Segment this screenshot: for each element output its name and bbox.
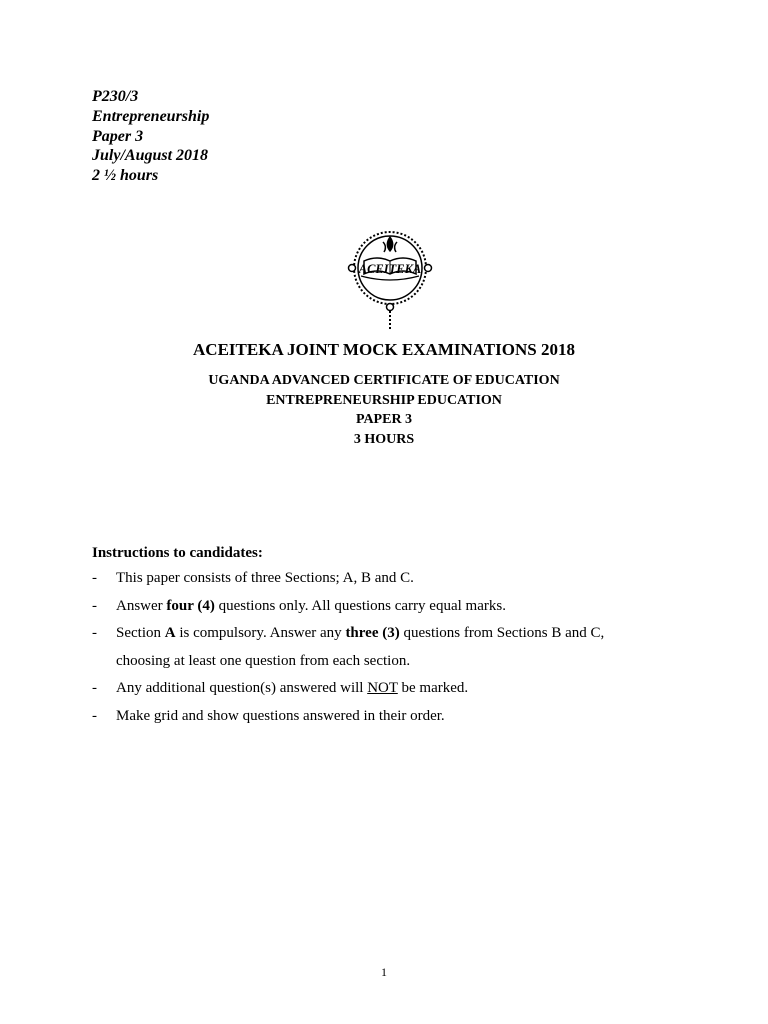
text-segment: questions from Sections B and C,	[399, 625, 605, 641]
paper-code: P230/3	[92, 88, 139, 105]
instruction-text	[116, 593, 698, 621]
page-number: 1	[381, 965, 387, 979]
instruction-text: This paper consists of three Sections; A, B and C.	[116, 570, 414, 586]
subject-name: Entrepreneurship	[92, 107, 210, 125]
text-segment: Section	[116, 625, 165, 641]
paper-header	[92, 87, 209, 186]
paper-line: PAPER 3	[355, 412, 413, 427]
emphasis-text: A	[164, 625, 176, 641]
exam-subtitle-block	[0, 371, 768, 449]
instruction-item	[92, 593, 698, 621]
instructions-section	[92, 545, 698, 730]
emphasis-text: four (4)	[166, 597, 215, 614]
exam-date: July/August 2018	[92, 147, 209, 165]
logo-lettering: ACEITEKA	[358, 262, 422, 276]
exam-duration: 2 ½ hours	[92, 167, 159, 185]
instruction-continuation: choosing at least one question from each section.	[116, 652, 411, 669]
instruction-item	[92, 565, 698, 593]
certificate-line: UGANDA ADVANCED CERTIFICATE OF EDUCATION	[208, 373, 560, 388]
instruction-item	[92, 675, 698, 703]
text-segment: questions only. All questions carry equal marks.	[214, 597, 506, 614]
instruction-text	[116, 620, 698, 648]
instruction-item	[92, 703, 698, 731]
subject-line: ENTREPRENEURSHIP EDUCATION	[266, 392, 502, 408]
instructions-heading: Instructions to candidates:	[92, 545, 263, 561]
aceiteka-logo	[347, 228, 433, 332]
hours-line: 3 HOURS	[353, 431, 415, 447]
bullet-dash: -	[92, 625, 97, 641]
bullet-dash: -	[92, 680, 97, 696]
text-segment: be marked.	[397, 680, 469, 696]
exam-title: ACEITEKA JOINT MOCK EXAMINATIONS 2018	[193, 340, 575, 359]
underlined-text: NOT	[367, 680, 398, 696]
text-segment: Any additional question(s) answered will	[116, 680, 368, 696]
emphasis-text: three (3)	[345, 625, 400, 641]
bullet-dash: -	[92, 597, 97, 614]
text-segment: Answer	[116, 597, 167, 614]
instruction-text	[116, 675, 698, 703]
paper-number: Paper 3	[92, 127, 144, 145]
instruction-item	[92, 620, 698, 648]
bullet-dash: -	[92, 707, 97, 724]
bullet-dash: -	[92, 570, 97, 586]
instruction-text: Make grid and show questions answered in their order.	[116, 707, 445, 724]
text-segment: is compulsory. Answer any	[175, 625, 346, 641]
